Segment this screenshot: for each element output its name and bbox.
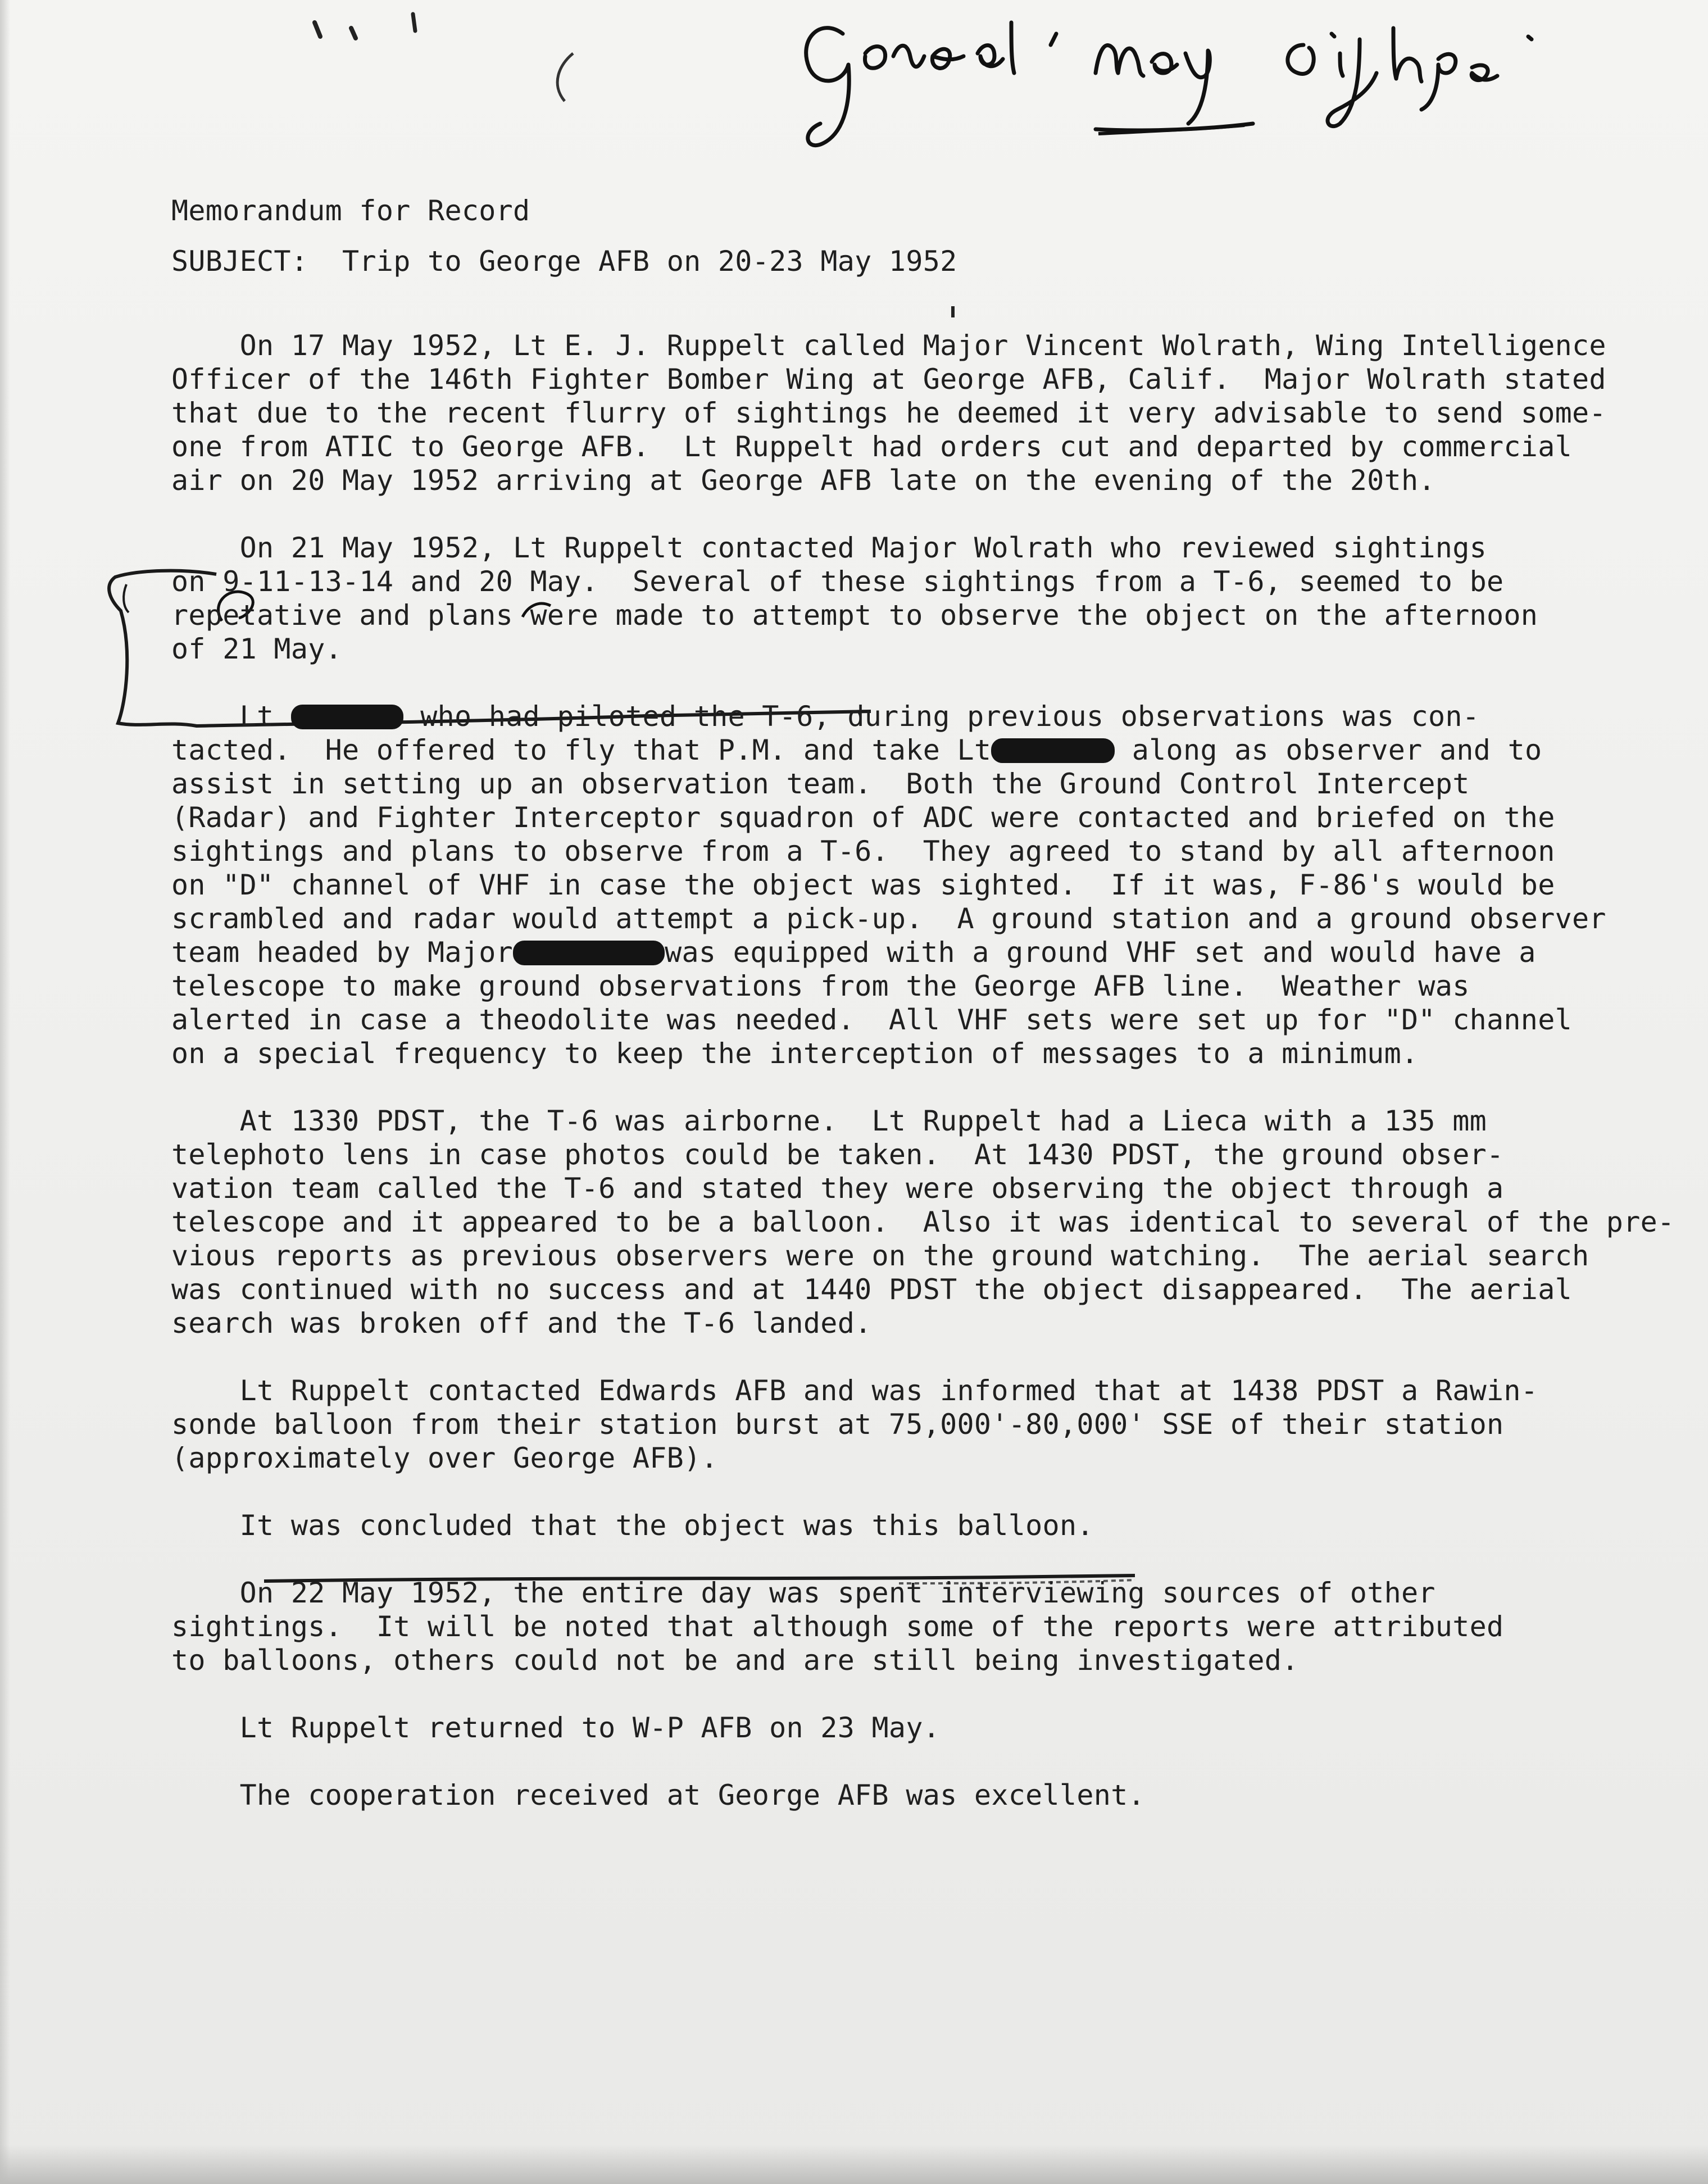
subject-label: SUBJECT: [171,245,308,278]
paragraph-3-line-11: on a special frequency to keep the interception of messages to a minimum. [171,1037,1419,1070]
memo-body [171,194,1708,1812]
paragraph-2-line-1: On 21 May 1952, Lt Ruppelt contacted Major Wolrath who reviewed sightings [239,532,1487,564]
paragraph-3-line-4: (Radar) and Fighter Interceptor squadron of ADC were contacted and briefed on the [171,801,1555,834]
paragraph-9-line-1: The cooperation received at George AFB was excellent. [239,1779,1145,1811]
paragraph-8-line-1: Lt Ruppelt returned to W-P AFB on 23 May. [239,1711,941,1744]
paragraph-3-line-10: alerted in case a theodolite was needed. All VHF sets were set up for "D" channel [171,1004,1573,1036]
paragraph-4-line-3: vation team called the T-6 and stated they were observing the object through a [171,1172,1504,1205]
redaction-mark [513,941,665,965]
scan-bottom-edge [0,2145,1708,2184]
paragraph-3-line-5: sightings and plans to observe from a T-6. They agreed to stand by all afternoon [171,835,1555,868]
paragraph-3-line-8: team headed by Major was equipped with a ground VHF set and would have a [171,936,1536,969]
paragraph-3-line-1: Lt who had piloted the T-6, during previous observations was con- [239,700,1480,733]
header-handwriting-text [809,22,1389,81]
paragraph-1-line-3: that due to the recent flurry of sightings he deemed it very advisable to send some- [171,397,1606,429]
redaction-mark [291,705,403,729]
paragraph-1-line-4: one from ATIC to George AFB. Lt Ruppelt had orders cut and departed by commercial [171,430,1573,463]
scan-edge-shadow [0,0,10,2184]
paragraph-5-line-1: Lt Ruppelt contacted Edwards AFB and was informed that at 1438 PDST a Rawin- [239,1374,1538,1407]
paragraph-2-line-2: on 9-11-13-14 and 20 May. Several of these sightings from a T-6, seemed to be [171,565,1504,598]
paragraph-4-line-7: search was broken off and the T-6 landed. [171,1307,872,1340]
paragraph-1-line-5: air on 20 May 1952 arriving at George AFB late on the evening of the 20th. [171,464,1436,497]
paragraph-1-line-1: On 17 May 1952, Lt E. J. Ruppelt called Major Vincent Wolrath, Wing Intelligence [239,329,1606,362]
paragraph-4-line-4: telescope and it appeared to be a balloon. Also it was identical to several of the pre- [171,1206,1675,1238]
subject-text: Trip to George AFB on 20-23 May 1952 [342,245,957,278]
paragraph-2-line-4: of 21 May. [171,633,343,665]
paragraph-7-line-3: to balloons, others could not be and are still being investigated. [171,1644,1299,1677]
paragraph-4-line-5: vious reports as previous observers were on the ground watching. The aerial search [171,1239,1589,1272]
paragraph-4-line-1: At 1330 PDST, the T-6 was airborne. Lt Ruppelt had a Lieca with a 135 mm [239,1105,1487,1137]
paragraph-3-line-7: scrambled and radar would attempt a pick-up. A ground station and a ground observer [171,902,1606,935]
paragraph-3-line-3: assist in setting up an observation team. Both the Ground Control Intercept [171,768,1470,800]
paragraph-1-line-2: Officer of the 146th Fighter Bomber Wing at George AFB, Calif. Major Wolrath stated [171,363,1606,396]
memo-heading: Memorandum for Record [171,194,530,227]
paragraph-5-line-3: (approximately over George AFB). [171,1442,718,1474]
paragraph-3-line-2: tacted. He offered to fly that P.M. and take Lt along as observer and to [171,734,1542,766]
paragraph-5-line-2: sonde balloon from their station burst at 75,000'-80,000' SSE of their station [171,1408,1504,1441]
paragraph-4-line-6: was continued with no success and at 1440 PDST the object disappeared. The aerial [171,1273,1573,1306]
paragraph-3-line-9: telescope to make ground observations from the George AFB line. Weather was [171,970,1470,1002]
paragraph-7-line-2: sightings. It will be noted that although some of the reports were attributed [171,1610,1504,1643]
paragraph-7-line-1: On 22 May 1952, the entire day was spent interviewing sources of other [239,1577,1436,1609]
paragraph-4-line-2: telephoto lens in case photos could be taken. At 1430 PDST, the ground obser- [171,1138,1504,1171]
redaction-mark [991,738,1115,763]
paragraph-2-line-3: repetative and plans were made to attempt to observe the object on the afternoon [171,599,1538,632]
paragraph-3-line-6: on "D" channel of VHF in case the object was sighted. If it was, F-86's would be [171,869,1555,901]
paragraph-6-line-1: It was concluded that the object was this balloon. [239,1509,1094,1542]
subject-line [171,244,1708,278]
